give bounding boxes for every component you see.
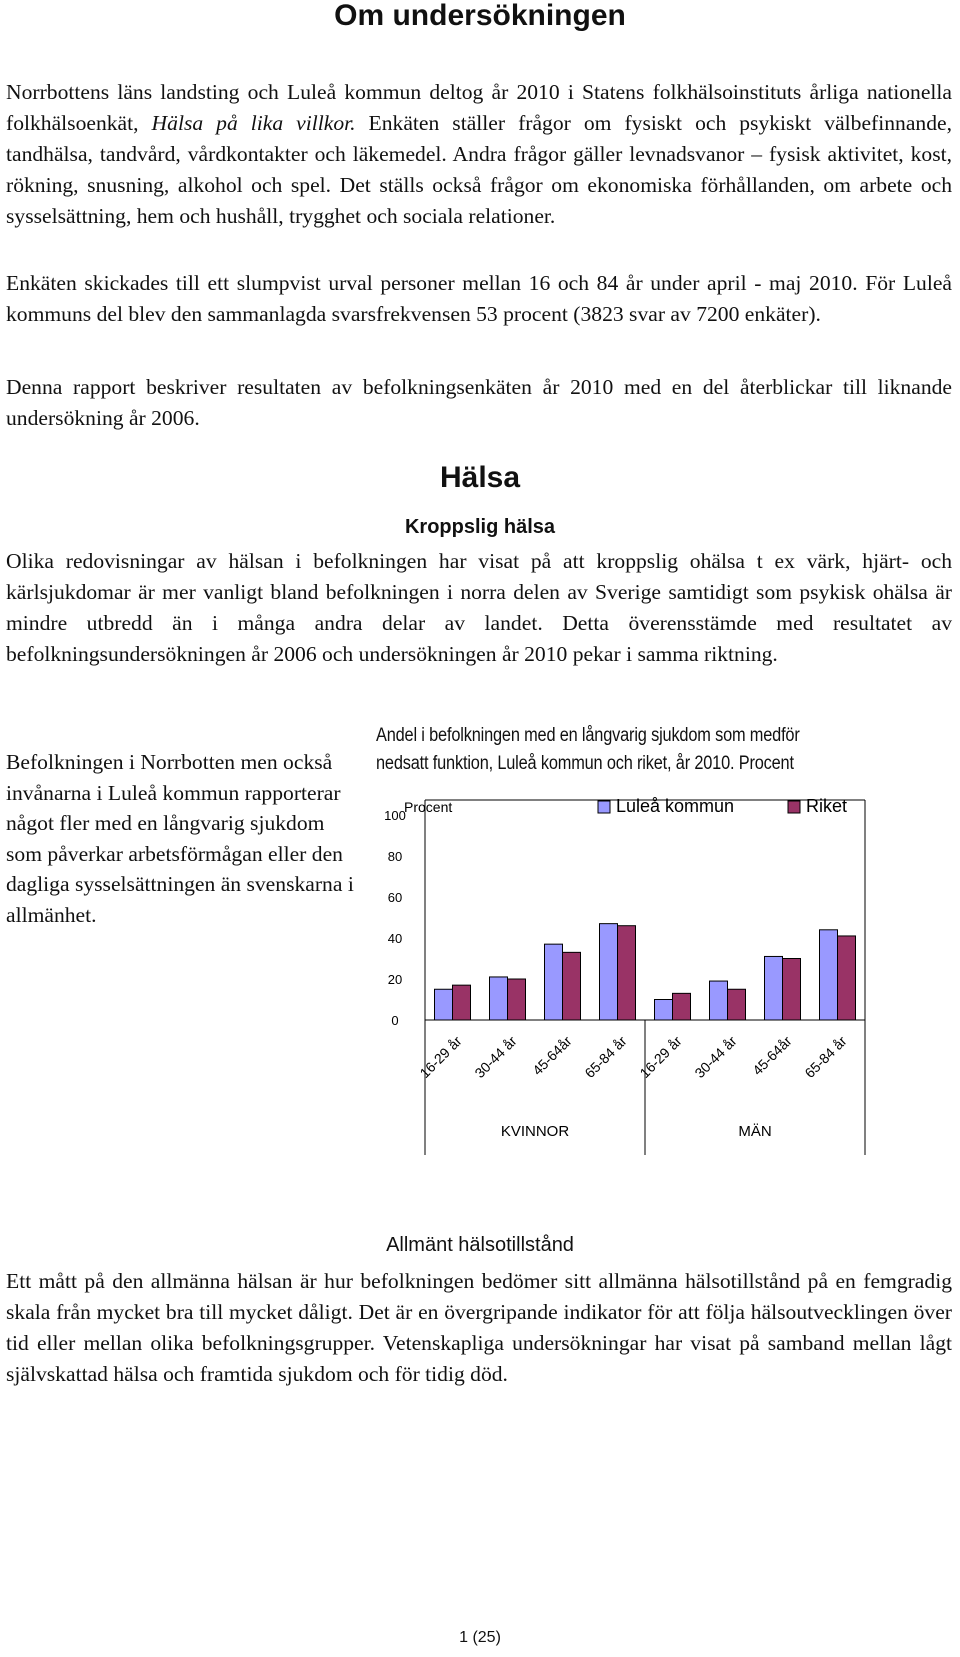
chart-y-tick-label: 80 — [387, 849, 403, 864]
chart-legend-label: Luleå kommun — [616, 796, 735, 816]
side-paragraph: Befolkningen i Norrbotten men också invånarna i Luleå kommun rapporterar något fler med en långvarig sjukdom som påverkar arbetsförmågan eller den dagliga sysselsättningen än svenskarna i allmänhet. — [6, 750, 354, 927]
chart-x-tick-label: 30-44 år — [691, 1032, 740, 1082]
almant-paragraph: Ett mått på den allmänna hälsan är hur befolkningen bedömer sitt allmänna hälsotillstånd på en femgradig skala från mycket bra till mycket dåligt. Det är en övergripande indikator för att följa hälsoutvecklingen över tid eller mellan olika befolkningsgrupper. Vetenskapliga undersökningar har visat på samband mellan lågt självskattad hälsa och framtida sjukdom och för tidig död. — [6, 1269, 952, 1386]
intro-text-a: Norrbottens läns landsting och Luleå kommun deltog år 2010 i Statens folkhälsoinstituts årliga nationella folkhälsoenkät, — [6, 80, 952, 135]
chart-bar — [545, 944, 563, 1020]
chart-bar — [673, 993, 691, 1020]
chart-y-axis-label: Procent — [404, 799, 453, 815]
chart-bar — [600, 924, 618, 1020]
chart-bar — [655, 1000, 673, 1021]
chart-group-label: MÄN — [738, 1123, 772, 1140]
chart-legend-label: Riket — [806, 796, 848, 816]
page-title: Om undersökningen — [334, 0, 626, 32]
chart-x-tick-label: 30-44 år — [471, 1032, 520, 1082]
chart-bar — [563, 952, 581, 1020]
chart-y-tick-label: 20 — [387, 972, 403, 987]
chart-bar — [435, 989, 453, 1020]
chart-bar — [765, 956, 783, 1020]
intro-paragraph-1 — [6, 77, 952, 232]
chart-legend-swatch — [598, 801, 610, 813]
chart-bar — [453, 985, 471, 1020]
chart-x-tick-label: 45-64år — [529, 1032, 575, 1079]
chart-bar — [508, 979, 526, 1020]
survey-name: Hälsa på lika villkor. — [151, 111, 356, 135]
almant-title: Allmänt hälsotillstånd — [386, 1234, 574, 1256]
chart-y-tick-label: 40 — [387, 931, 403, 946]
bar-chart — [360, 790, 880, 1160]
section-title: Hälsa — [439, 461, 521, 494]
chart-x-tick-label: 16-29 år — [636, 1032, 685, 1082]
chart-bar — [618, 926, 636, 1020]
intro-paragraph-3: Denna rapport beskriver resultaten av befolkningsenkäten år 2010 med en del återblickar till liknande undersökning år 2006. — [6, 375, 952, 430]
chart-y-tick-label: 0 — [391, 1013, 399, 1028]
chart-bar — [490, 977, 508, 1020]
chart-y-tick-label: 60 — [387, 890, 403, 905]
chart-x-tick-label: 65-84 år — [581, 1032, 630, 1082]
page-number: 1 (25) — [459, 1629, 501, 1646]
chart-title: Andel i befolkningen med en långvarig sjukdom som medför nedsatt funktion, Luleå kommun och riket, år 2010. Procent — [376, 725, 800, 774]
intro-text-b: Enkäten ställer frågor om fysiskt och psykiskt välbefinnande, tandhälsa, tandvård, vårdkontakter och läkemedel. Andra frågor gäller levnadsvanor – fysisk aktivitet, kost, rökning, snusning, alkohol och spel. Det ställs också frågor om ekonomiska förhållanden, om arbete och sysselsättning, hem och hushåll, trygghet och sociala relationer. — [6, 111, 952, 228]
subsection-title: Kroppslig hälsa — [404, 516, 556, 538]
chart-y-tick-label: 100 — [384, 808, 406, 823]
kroppslig-paragraph: Olika redovisningar av hälsan i befolkningen har visat på att kroppslig ohälsa t ex värk, hjärt- och kärlsjukdomar är mer vanligt bland befolkningen i norra delen av Sverige samtidigt som psykisk ohälsa är mindre utbredd än i många andra delar av landet. Detta överensstämde med resultatet av befolkningsundersökningen år 2006 och undersökningen år 2010 pekar i samma riktning. — [6, 549, 952, 666]
chart-bar — [783, 959, 801, 1021]
chart-x-tick-label: 65-84 år — [801, 1032, 850, 1082]
intro-paragraph-2: Enkäten skickades till ett slumpvist urval personer mellan 16 och 84 år under april - maj 2010. För Luleå kommuns del blev den sammanlagda svarsfrekvensen 53 procent (3823 svar av 7200 enkäter). — [6, 271, 952, 326]
chart-x-tick-label: 45-64år — [749, 1032, 795, 1079]
chart-bar — [728, 989, 746, 1020]
chart-bar — [838, 936, 856, 1020]
chart-x-tick-label: 16-29 år — [416, 1032, 465, 1082]
chart-group-label: KVINNOR — [500, 1123, 570, 1140]
chart-legend-swatch — [788, 801, 800, 813]
chart-bar — [820, 930, 838, 1020]
chart-bar — [710, 981, 728, 1020]
